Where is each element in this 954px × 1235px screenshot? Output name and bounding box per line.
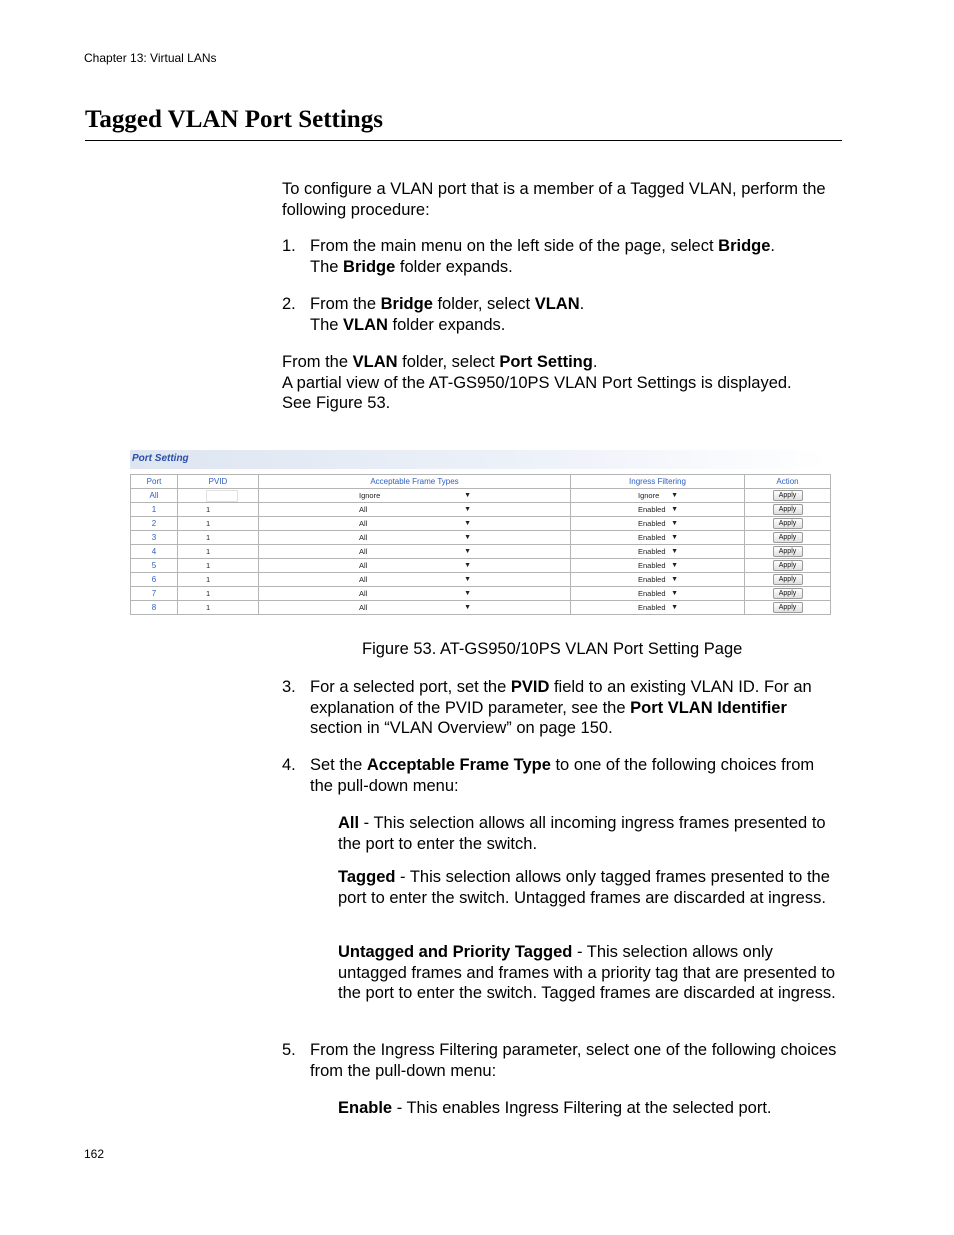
action-cell <box>745 601 831 615</box>
page-number: 162 <box>84 1147 105 1161</box>
pvid-input[interactable]: 1 <box>206 574 211 584</box>
option-all: All - This selection allows all incoming ingress frames presented to the port to enter the switch. <box>338 814 826 853</box>
ingress-cell <box>571 517 745 531</box>
figure-caption: Figure 53. AT-GS950/10PS VLAN Port Setting Page <box>362 640 743 658</box>
pvid-cell <box>178 503 259 517</box>
frame-type-select[interactable] <box>359 575 471 585</box>
option-untagged: Untagged and Priority Tagged - This selection allows only untagged frames and frames with a priority tag that are presented to the port to enter the switch. Tagged frames are discarded at ingress. <box>338 943 836 1002</box>
option-tagged: Tagged - This selection allows only tagged frames presented to the port to enter the switch. Untagged frames are discarded at ingress. <box>338 868 830 907</box>
ingress-cell <box>571 545 745 559</box>
step-number: 3. <box>282 678 296 696</box>
frame-type-cell <box>259 601 571 615</box>
intro-paragraph: To configure a VLAN port that is a member of a Tagged VLAN, perform the following procedure: <box>282 180 826 219</box>
pvid-cell <box>178 489 259 503</box>
col-header-action: Action <box>745 475 831 489</box>
port-link[interactable]: All <box>131 489 178 503</box>
page-title: Tagged VLAN Port Settings <box>85 106 383 133</box>
col-header-ingress: Ingress Filtering <box>571 475 745 489</box>
table-row <box>131 517 831 531</box>
pvid-cell <box>178 559 259 573</box>
frame-type-value: All <box>359 504 368 514</box>
step-number: 5. <box>282 1041 296 1059</box>
dropdown-arrow-icon: ▼ <box>464 547 471 555</box>
dropdown-arrow-icon: ▼ <box>464 575 471 583</box>
pvid-cell <box>178 545 259 559</box>
dropdown-arrow-icon: ▼ <box>464 533 471 541</box>
pvid-cell <box>178 517 259 531</box>
col-header-port: Port <box>131 475 178 489</box>
pvid-input[interactable]: 1 <box>206 532 211 542</box>
apply-button[interactable]: Apply <box>773 602 803 613</box>
col-header-pvid: PVID <box>178 475 259 489</box>
step-number: 2. <box>282 295 296 313</box>
frame-type-select[interactable] <box>359 561 471 571</box>
dropdown-arrow-icon: ▼ <box>464 491 471 499</box>
frame-type-value: All <box>359 518 368 528</box>
ingress-filter-select[interactable] <box>638 491 678 501</box>
step-text: From the Ingress Filtering parameter, select one of the following choices from the pull-down menu: <box>310 1041 837 1080</box>
table-row <box>131 601 831 615</box>
dropdown-arrow-icon: ▼ <box>671 589 678 597</box>
frame-type-cell <box>259 503 571 517</box>
step-number: 1. <box>282 237 296 255</box>
port-link[interactable]: 6 <box>131 573 178 587</box>
panel-title-bar <box>130 450 830 469</box>
pvid-input[interactable]: 1 <box>206 588 211 598</box>
dropdown-arrow-icon: ▼ <box>671 547 678 555</box>
action-cell <box>745 489 831 503</box>
frame-type-value: All <box>359 532 368 542</box>
frame-type-cell <box>259 531 571 545</box>
port-setting-paragraph: From the VLAN folder, select Port Setting. A partial view of the AT-GS950/10PS VLAN Port Settings is displayed. See Figure 53. <box>282 353 792 412</box>
table-row <box>131 573 831 587</box>
port-setting-table <box>130 474 831 615</box>
frame-type-value: All <box>359 574 368 584</box>
dropdown-arrow-icon: ▼ <box>464 561 471 569</box>
table-header-row <box>131 475 831 489</box>
action-cell <box>745 573 831 587</box>
ingress-cell <box>571 559 745 573</box>
frame-type-select[interactable] <box>359 519 471 529</box>
frame-type-select[interactable] <box>359 547 471 557</box>
chapter-header: Chapter 13: Virtual LANs <box>84 51 217 65</box>
ingress-filter-select[interactable] <box>638 533 678 543</box>
step-text: Set the Acceptable Frame Type to one of the following choices from the pull-down menu: <box>310 756 815 795</box>
port-setting-screenshot <box>130 450 830 614</box>
table-row <box>131 545 831 559</box>
step-text: From the main menu on the left side of the page, select Bridge. The Bridge folder expands. <box>310 237 776 276</box>
frame-type-select[interactable] <box>359 589 471 599</box>
ingress-filter-select[interactable] <box>638 603 678 613</box>
ingress-filter-select[interactable] <box>638 505 678 515</box>
ingress-filter-select[interactable] <box>638 589 678 599</box>
ingress-filter-select[interactable] <box>638 561 678 571</box>
table-row <box>131 587 831 601</box>
option-enable: Enable - This enables Ingress Filtering at the selected port. <box>338 1099 772 1117</box>
dropdown-arrow-icon: ▼ <box>671 561 678 569</box>
ingress-cell <box>571 601 745 615</box>
ingress-cell <box>571 587 745 601</box>
ingress-filter-value: Enabled <box>638 546 666 556</box>
table-row <box>131 503 831 517</box>
ingress-filter-value: Enabled <box>638 518 666 528</box>
frame-type-cell <box>259 587 571 601</box>
ingress-cell <box>571 573 745 587</box>
frame-type-select[interactable] <box>359 505 471 515</box>
apply-button[interactable]: Apply <box>773 574 803 585</box>
ingress-filter-value: Enabled <box>638 602 666 612</box>
frame-type-value: Ignore <box>359 490 381 500</box>
port-link[interactable]: 3 <box>131 531 178 545</box>
frame-type-cell <box>259 559 571 573</box>
table-row <box>131 489 831 503</box>
ingress-filter-value: Enabled <box>638 574 666 584</box>
apply-button[interactable]: Apply <box>773 560 803 571</box>
ingress-filter-select[interactable] <box>638 519 678 529</box>
dropdown-arrow-icon: ▼ <box>671 575 678 583</box>
pvid-cell <box>178 587 259 601</box>
action-cell <box>745 517 831 531</box>
frame-type-select[interactable] <box>359 603 471 613</box>
pvid-input[interactable] <box>206 490 238 502</box>
apply-button[interactable]: Apply <box>773 546 803 557</box>
pvid-cell <box>178 601 259 615</box>
step-text: From the Bridge folder, select VLAN. The VLAN folder expands. <box>310 295 585 334</box>
ingress-filter-select[interactable] <box>638 575 678 585</box>
port-link[interactable]: 8 <box>131 601 178 615</box>
step-text: For a selected port, set the PVID field to an existing VLAN ID. For an explanation of the PVID parameter, see the Port VLAN Identifier section in “VLAN Overview” on page 150. <box>310 678 812 737</box>
action-cell <box>745 531 831 545</box>
pvid-cell <box>178 531 259 545</box>
pvid-input[interactable]: 1 <box>206 560 211 570</box>
ingress-cell <box>571 531 745 545</box>
dropdown-arrow-icon: ▼ <box>464 589 471 597</box>
ingress-filter-select[interactable] <box>638 547 678 557</box>
port-link[interactable]: 5 <box>131 559 178 573</box>
dropdown-arrow-icon: ▼ <box>671 491 678 499</box>
apply-button[interactable]: Apply <box>773 518 803 529</box>
port-link[interactable]: 2 <box>131 517 178 531</box>
port-link[interactable]: 1 <box>131 503 178 517</box>
frame-type-select[interactable] <box>359 491 471 501</box>
frame-type-cell <box>259 545 571 559</box>
frame-type-select[interactable] <box>359 533 471 543</box>
pvid-input[interactable]: 1 <box>206 546 211 556</box>
dropdown-arrow-icon: ▼ <box>671 603 678 611</box>
dropdown-arrow-icon: ▼ <box>464 505 471 513</box>
title-rule <box>85 140 842 141</box>
port-link[interactable]: 4 <box>131 545 178 559</box>
ingress-filter-value: Ignore <box>638 490 660 500</box>
table-row <box>131 559 831 573</box>
action-cell <box>745 559 831 573</box>
panel-title: Port Setting <box>132 453 189 464</box>
apply-button[interactable]: Apply <box>773 588 803 599</box>
pvid-input[interactable]: 1 <box>206 504 211 514</box>
dropdown-arrow-icon: ▼ <box>671 519 678 527</box>
apply-button[interactable]: Apply <box>773 490 803 501</box>
frame-type-value: All <box>359 546 368 556</box>
frame-type-value: All <box>359 560 368 570</box>
pvid-cell <box>178 573 259 587</box>
frame-type-value: All <box>359 602 368 612</box>
table-row <box>131 531 831 545</box>
apply-button[interactable]: Apply <box>773 532 803 543</box>
dropdown-arrow-icon: ▼ <box>464 519 471 527</box>
dropdown-arrow-icon: ▼ <box>671 505 678 513</box>
pvid-input[interactable]: 1 <box>206 602 211 612</box>
action-cell <box>745 545 831 559</box>
apply-button[interactable]: Apply <box>773 504 803 515</box>
frame-type-cell <box>259 573 571 587</box>
frame-type-value: All <box>359 588 368 598</box>
dropdown-arrow-icon: ▼ <box>464 603 471 611</box>
frame-type-cell <box>259 489 571 503</box>
pvid-input[interactable]: 1 <box>206 518 211 528</box>
step-number: 4. <box>282 756 296 774</box>
ingress-cell <box>571 503 745 517</box>
action-cell <box>745 503 831 517</box>
ingress-filter-value: Enabled <box>638 504 666 514</box>
col-header-frame-types: Acceptable Frame Types <box>259 475 571 489</box>
dropdown-arrow-icon: ▼ <box>671 533 678 541</box>
ingress-cell <box>571 489 745 503</box>
port-link[interactable]: 7 <box>131 587 178 601</box>
ingress-filter-value: Enabled <box>638 532 666 542</box>
ingress-filter-value: Enabled <box>638 588 666 598</box>
ingress-filter-value: Enabled <box>638 560 666 570</box>
action-cell <box>745 587 831 601</box>
frame-type-cell <box>259 517 571 531</box>
